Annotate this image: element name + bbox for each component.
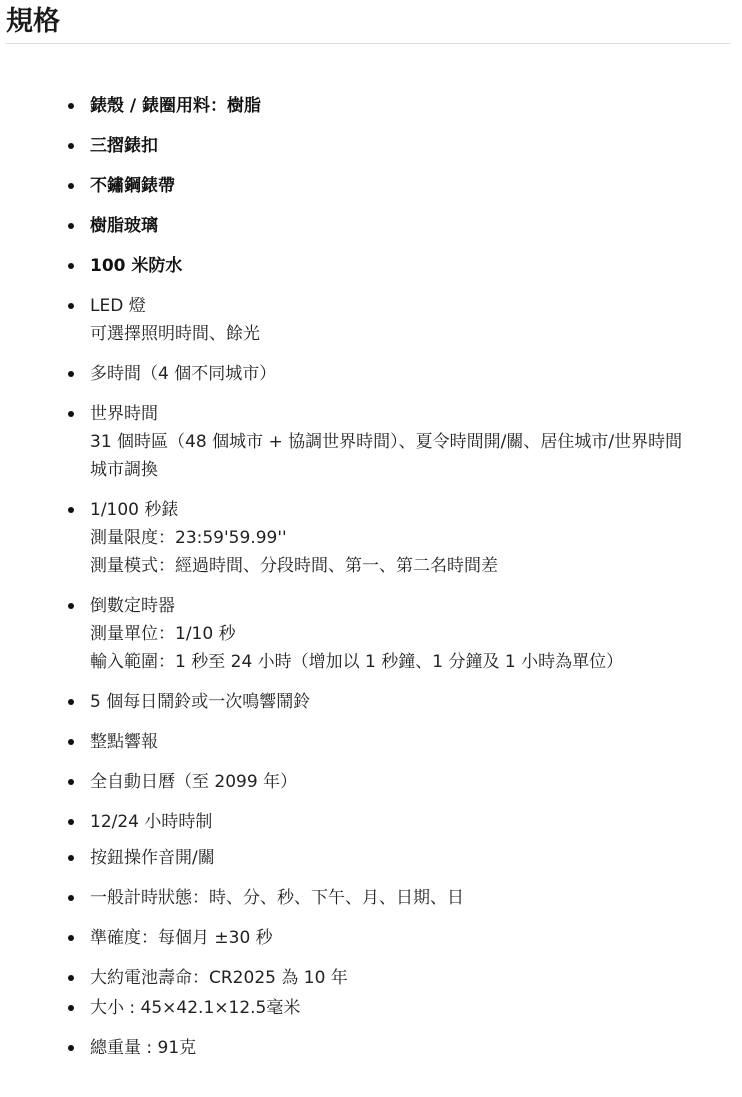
bullet-icon <box>68 819 74 825</box>
spec-item-label: 總重量 : 91克 <box>90 1038 197 1058</box>
bullet-icon <box>68 935 74 941</box>
spec-list-item <box>68 400 736 484</box>
spec-list-item <box>68 884 736 912</box>
bullet-icon <box>68 371 74 377</box>
spec-list-item <box>68 924 736 952</box>
spec-list-item <box>68 844 736 872</box>
spec-item-detail: 測量單位：1/10 秒 <box>90 624 236 644</box>
spec-item-label: 大小 : 45×42.1×12.5毫米 <box>90 998 301 1018</box>
spec-list-item <box>68 808 736 836</box>
spec-list-item <box>68 252 736 280</box>
bullet-icon <box>68 895 74 901</box>
spec-item-label: 按鈕操作音開/關 <box>90 848 215 868</box>
spec-list-item <box>68 994 736 1022</box>
spec-list-item <box>68 292 736 348</box>
spec-item-label: 大約電池壽命：CR2025 為 10 年 <box>90 968 348 988</box>
bullet-icon <box>68 303 74 309</box>
spec-item-detail: 31 個時區（48 個城市 + 協調世界時間）、夏令時間開/關、居住城市/世界時間 <box>90 432 683 452</box>
spec-item-label: 三摺錶扣 <box>90 136 158 156</box>
spec-item-label: 整點響報 <box>90 732 158 752</box>
bullet-icon <box>68 739 74 745</box>
spec-item-label: 12/24 小時時制 <box>90 812 213 832</box>
spec-item-detail: 輸入範圍：1 秒至 24 小時（增加以 1 秒鐘、1 分鐘及 1 小時為單位） <box>90 652 624 672</box>
bullet-icon <box>68 183 74 189</box>
bullet-icon <box>68 143 74 149</box>
spec-item-label: 倒數定時器 <box>90 596 175 616</box>
bullet-icon <box>68 103 74 109</box>
spec-list-item <box>68 360 736 388</box>
spec-item-detail: 測量限度：23:59'59.99'' <box>90 528 287 548</box>
spec-item-label: 1/100 秒錶 <box>90 500 179 520</box>
spec-list-item <box>68 964 736 992</box>
bullet-icon <box>68 411 74 417</box>
spec-item-label: 世界時間 <box>90 404 158 424</box>
spec-item-label: 一般計時狀態：時、分、秒、下午、月、日期、日 <box>90 888 464 908</box>
spec-list-item <box>68 592 736 676</box>
bullet-icon <box>68 507 74 513</box>
spec-item-label: 樹脂玻璃 <box>90 216 158 236</box>
bullet-icon <box>68 1045 74 1051</box>
spec-item-label: 全自動日曆（至 2099 年） <box>90 772 298 792</box>
bullet-icon <box>68 699 74 705</box>
spec-item-detail: 可選擇照明時間、餘光 <box>90 324 260 344</box>
bullet-icon <box>68 1005 74 1011</box>
spec-item-label: 不鏽鋼錶帶 <box>90 176 175 196</box>
bullet-icon <box>68 855 74 861</box>
spec-item-label: 錶殼 / 錶圈用料：樹脂 <box>90 96 262 116</box>
spec-item-label: 多時間（4 個不同城市） <box>90 364 277 384</box>
bullet-icon <box>68 975 74 981</box>
spec-list-item <box>68 1034 736 1062</box>
spec-list-item <box>68 496 736 580</box>
bullet-icon <box>68 263 74 269</box>
spec-list-item <box>68 92 736 120</box>
spec-item-label: 準確度：每個月 ±30 秒 <box>90 928 273 948</box>
bullet-icon <box>68 779 74 785</box>
spec-item-label: LED 燈 <box>90 296 146 316</box>
spec-list-item <box>68 768 736 796</box>
spec-item-detail: 測量模式：經過時間、分段時間、第一、第二名時間差 <box>90 556 498 576</box>
spec-list-item <box>68 688 736 716</box>
spec-list-item <box>68 132 736 160</box>
spec-item-label: 100 米防水 <box>90 256 183 276</box>
page-title: 規格 <box>6 6 60 37</box>
title-divider <box>6 43 730 44</box>
spec-list-item <box>68 212 736 240</box>
spec-item-detail: 城市調換 <box>90 460 158 480</box>
spec-list-item <box>68 728 736 756</box>
bullet-icon <box>68 223 74 229</box>
spec-list-item <box>68 172 736 200</box>
bullet-icon <box>68 603 74 609</box>
spec-item-label: 5 個每日鬧鈴或一次鳴響鬧鈴 <box>90 692 311 712</box>
